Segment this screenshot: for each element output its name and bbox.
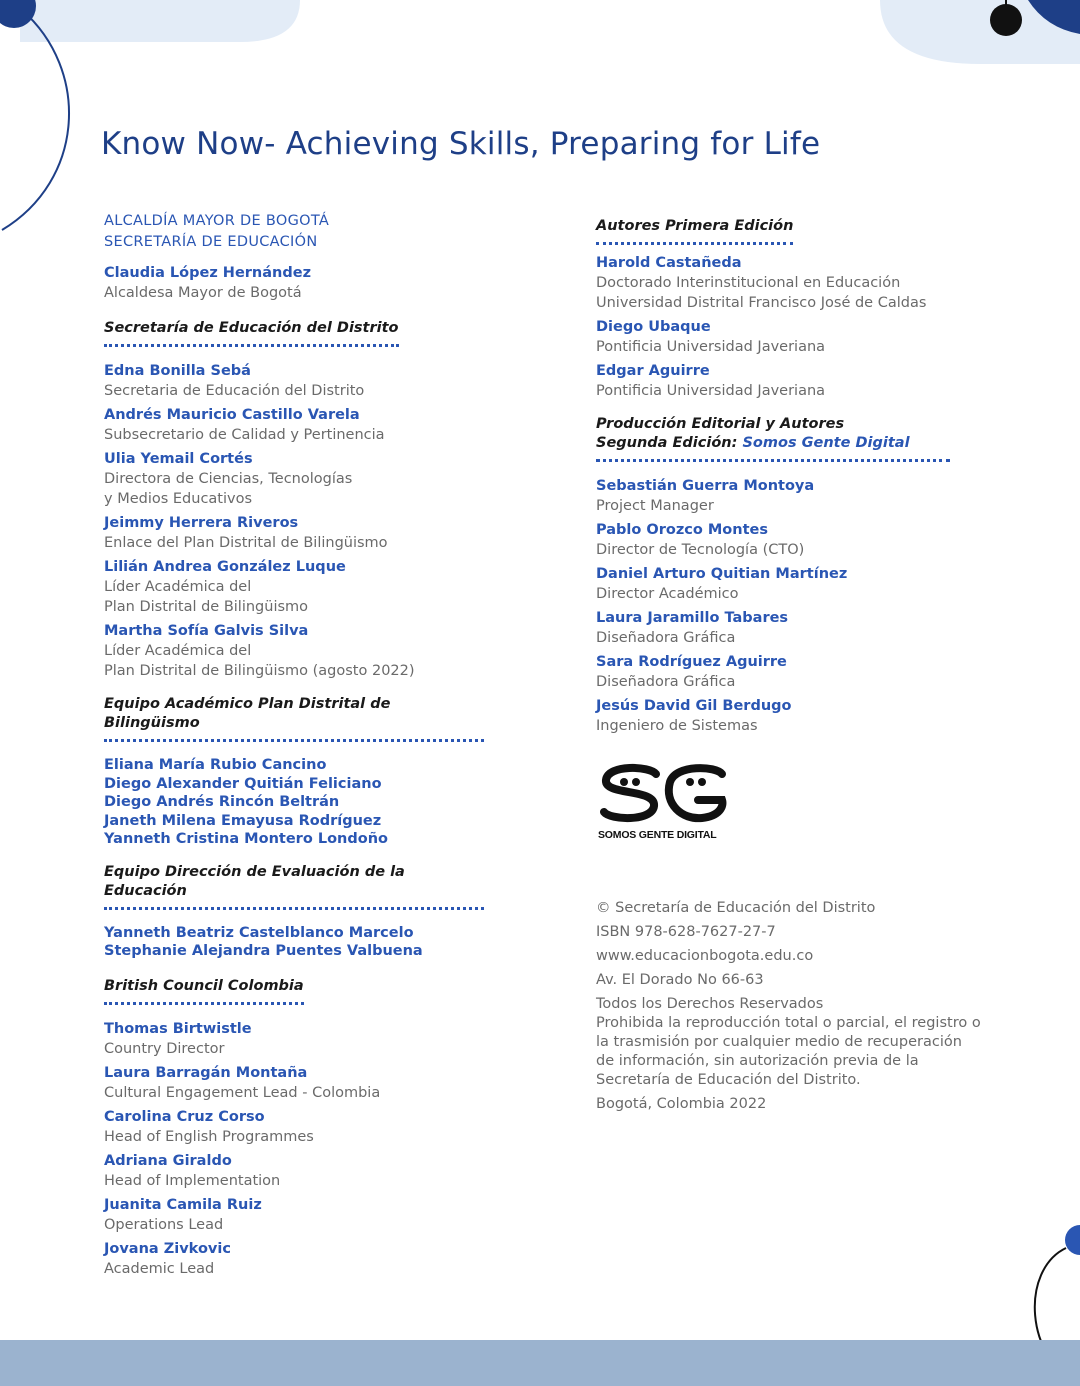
person-role: Operations Lead <box>104 1216 224 1233</box>
person-name: Janeth Milena Emayusa Rodríguez <box>104 812 382 829</box>
person-entry <box>596 652 1016 692</box>
city-year-text: Bogotá, Colombia 2022 <box>596 1096 767 1112</box>
person-entry <box>104 621 484 681</box>
person-role: Head of English Programmes <box>104 1128 314 1145</box>
person-entry <box>596 476 1016 516</box>
person-name: Edgar Aguirre <box>596 363 710 379</box>
institution-header <box>104 211 484 253</box>
person-role: Alcaldesa Mayor de Bogotá <box>104 285 302 301</box>
person-role: Director de Tecnología (CTO) <box>596 542 805 558</box>
top-right-dot <box>990 4 1022 36</box>
section-british-council <box>104 975 484 1279</box>
person-role: Cultural Engagement Lead - Colombia <box>104 1084 381 1101</box>
person-name: Carolina Cruz Corso <box>104 1108 265 1125</box>
person-role: Líder Académica del Plan Distrital de Bilingüismo <box>104 579 309 615</box>
section-title: Equipo Dirección de Evaluación de la Educación <box>104 863 484 910</box>
person-entry <box>596 564 1016 604</box>
person-name: Eliana María Rubio Cancino <box>104 757 327 773</box>
person-name: Jeimmy Herrera Riveros <box>104 515 299 531</box>
isbn-text: ISBN 978-628-7627-27-7 <box>596 924 776 940</box>
person-name: Sebastián Guerra Montoya <box>596 478 815 494</box>
person-name: Thomas Birtwistle <box>104 1020 252 1037</box>
person-entry <box>104 449 484 509</box>
section-title: Secretaría de Educación del Distrito <box>104 319 399 347</box>
section-produccion <box>596 415 1016 736</box>
person-role: Doctorado Interinstitucional en Educación Universidad Distrital Francisco José de Caldas <box>596 275 927 311</box>
person-entry <box>104 1151 484 1191</box>
person-entry <box>104 1239 484 1279</box>
prohibition-text: Prohibida la reproducción total o parcial, el registro o la trasmisión por cualquier medio de recuperación de información, sin autorización previa de la Secretaría de Educación del Distrito. <box>596 1015 981 1088</box>
person-role: Ingeniero de Sistemas <box>596 718 758 734</box>
page-title: Know Now- Achieving Skills, Preparing for Life <box>101 126 821 162</box>
person-name: Stephanie Alejandra Puentes Valbuena <box>104 943 423 959</box>
person-name: Pablo Orozco Montes <box>596 522 768 538</box>
section-title: British Council Colombia <box>104 977 304 1005</box>
section-title: Autores Primera Edición <box>596 217 793 245</box>
person-entry <box>596 317 1016 357</box>
person-entry <box>596 253 1016 313</box>
person-entry <box>104 1107 484 1147</box>
section-title: Equipo Académico Plan Distrital de Bilingüismo <box>104 695 484 742</box>
person-role: Líder Académica del Plan Distrital de Bilingüismo (agosto 2022) <box>104 643 415 679</box>
section-secretaria <box>104 317 484 681</box>
copyright-text: © Secretaría de Educación del Distrito <box>596 900 876 916</box>
person-name: Lilián Andrea González Luque <box>104 559 346 575</box>
person-name: Jesús David Gil Berdugo <box>596 698 792 714</box>
sg-logo-icon <box>598 762 728 824</box>
person-role: Diseñadora Gráfica <box>596 674 736 690</box>
right-column <box>596 215 1016 1119</box>
section-title-line <box>596 434 950 453</box>
person-entry <box>104 1063 484 1103</box>
somos-gente-digital-link: Somos Gente Digital <box>742 435 910 451</box>
person-entry <box>596 696 1016 736</box>
person-entry <box>104 1195 484 1235</box>
institution-line: SECRETARÍA DE EDUCACIÓN <box>104 234 318 250</box>
person-entry <box>596 520 1016 560</box>
person-role: Project Manager <box>596 498 714 514</box>
person-role: Enlace del Plan Distrital de Bilingüismo <box>104 535 388 551</box>
left-column <box>104 211 484 1283</box>
person-entry <box>104 1019 484 1059</box>
person-name: Adriana Giraldo <box>104 1152 232 1169</box>
person-name: Laura Jaramillo Tabares <box>596 610 789 626</box>
person-role: Directora de Ciencias, Tecnologías y Medios Educativos <box>104 471 353 507</box>
person-name: Diego Andrés Rincón Beltrán <box>104 794 340 810</box>
person-name: Yanneth Beatriz Castelblanco Marcelo <box>104 924 414 941</box>
person-name: Daniel Arturo Quitian Martínez <box>596 566 848 582</box>
person-role: Director Académico <box>596 586 739 602</box>
person-name: Juanita Camila Ruiz <box>104 1196 262 1213</box>
person-role: Diseñadora Gráfica <box>596 630 736 646</box>
person-entry <box>104 513 484 553</box>
person-role: Secretaria de Educación del Distrito <box>104 383 365 399</box>
person-name: Yanneth Cristina Montero Londoño <box>104 831 388 847</box>
section-autores <box>596 215 1016 401</box>
institution-line: ALCALDÍA MAYOR DE BOGOTÁ <box>104 213 330 229</box>
bottom-band <box>0 1340 1080 1386</box>
section-title-line: Producción Editorial y Autores <box>596 416 845 432</box>
address-text: Av. El Dorado No 66-63 <box>596 972 764 988</box>
person-name: Jovana Zivkovic <box>104 1240 231 1257</box>
section-equipo-evaluacion <box>104 863 484 961</box>
top-left-arc <box>2 10 69 230</box>
bottom-right-dot <box>1065 1225 1080 1255</box>
person-role: Pontificia Universidad Javeriana <box>596 339 826 355</box>
person-entry <box>596 608 1016 648</box>
section-equipo-academico <box>104 695 484 849</box>
title-prefix: Segunda Edición: <box>596 435 743 451</box>
section-title <box>596 415 950 462</box>
person-name: Martha Sofía Galvis Silva <box>104 623 309 639</box>
person-role: Head of Implementation <box>104 1172 281 1189</box>
person-name: Sara Rodríguez Aguirre <box>596 654 787 670</box>
person-name: Ulia Yemail Cortés <box>104 451 253 467</box>
person-role: Pontificia Universidad Javeriana <box>596 383 826 399</box>
person-name: Harold Castañeda <box>596 255 742 271</box>
person-entry <box>104 361 484 401</box>
website-text: www.educacionbogota.edu.co <box>596 948 814 964</box>
person-role: Country Director <box>104 1040 225 1057</box>
legal-info <box>596 899 1016 1114</box>
person-role: Subsecretario de Calidad y Pertinencia <box>104 427 385 443</box>
person-name: Andrés Mauricio Castillo Varela <box>104 407 360 423</box>
person-entry <box>596 361 1016 401</box>
somos-gente-digital-logo <box>598 762 748 841</box>
person-name: Diego Alexander Quitián Feliciano <box>104 775 382 792</box>
person-entry <box>104 405 484 445</box>
person-entry <box>104 557 484 617</box>
person-role: Academic Lead <box>104 1260 215 1277</box>
top-left-bubble <box>20 0 300 42</box>
rights-text: Todos los Derechos Reservados <box>596 996 824 1012</box>
person-name: Claudia López Hernández <box>104 265 312 281</box>
person-name: Edna Bonilla Sebá <box>104 363 251 379</box>
mayor-entry <box>104 263 484 303</box>
person-name: Laura Barragán Montaña <box>104 1064 308 1081</box>
logo-caption: SOMOS GENTE DIGITAL <box>598 829 717 841</box>
person-name: Diego Ubaque <box>596 319 711 335</box>
